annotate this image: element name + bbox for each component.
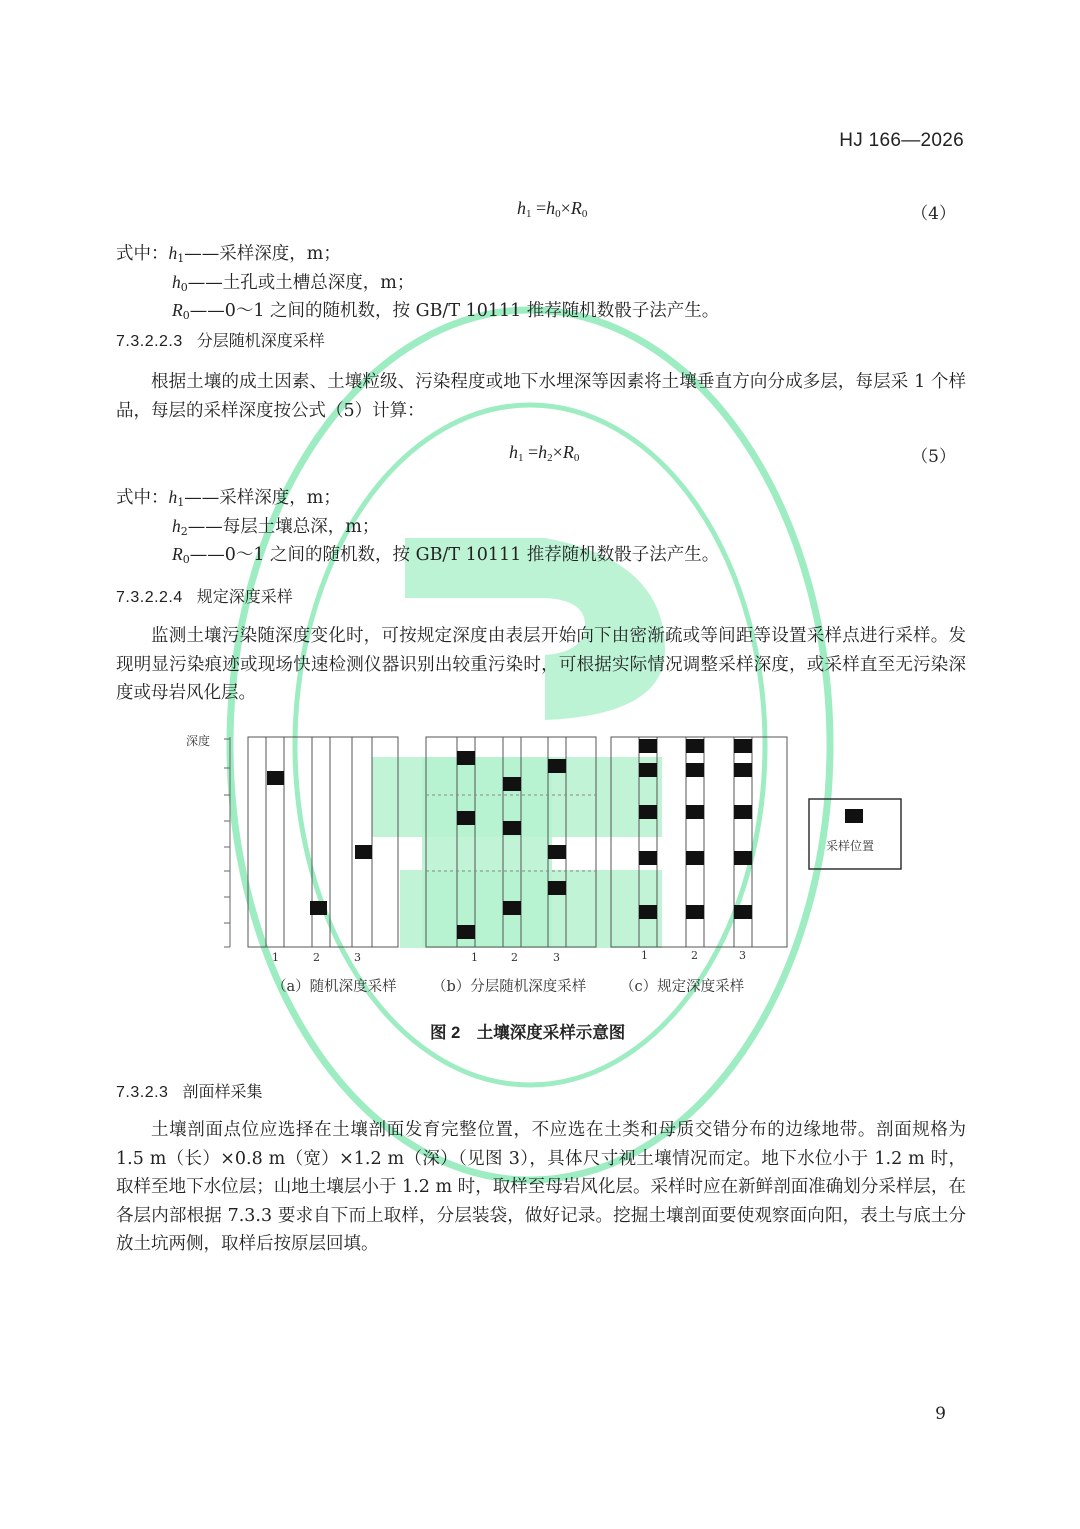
standard-number: HJ 166—2026 <box>839 130 964 151</box>
where-line: 式中：$h_1——$采样深度，m； <box>116 243 341 265</box>
column-label: 1 <box>471 951 478 964</box>
column-label: 2 <box>511 951 518 964</box>
equation-number-5: （5） <box>911 447 956 467</box>
subcaption-b: （b）分层随机深度采样 <box>432 979 587 995</box>
where-line: $R_0——0\sim 1$ 之间的随机数，按 GB/T 10111 推荐随机数骰子法产生。 <box>172 544 720 566</box>
paragraph: 土壤剖面点位应选择在土壤剖面发育完整位置，不应选在土类和母质交错分布的边缘地带。剖面规格为 1.5 m（长）×0.8 m（宽）×1.2 m（深）（见图 3），具体尺寸视土壤情况而定。地下水位小于 1.2 m 时，取样至地下水位层；山地土壤层小于 1.2 m 时，取样至母岩风化层。采样时应在新鲜剖面准确划分采样层，在各层内部根据 7.3.3 要求自下而上取样，分层装袋，做好记录。挖掘土壤剖面要使观察面向阳，表土与底土分放土坑两侧，取样后按原层回填。 <box>116 1120 966 1254</box>
section-heading: 7.3.2.3 剖面样采集 <box>116 1084 263 1101</box>
formula-4: $h_1 =h_0\times R_0$ <box>517 198 588 220</box>
where-line: $h_0——$土孔或土槽总深度，m； <box>172 272 415 294</box>
figure-2-diagram <box>0 725 1080 965</box>
where-line: 式中：$h_1——$采样深度，m； <box>116 487 341 509</box>
page-number: 9 <box>935 1404 946 1424</box>
column-label: 1 <box>272 951 279 964</box>
column-label: 1 <box>641 949 648 962</box>
column-label: 2 <box>313 951 320 964</box>
section-heading: 7.3.2.2.3 分层随机深度采样 <box>116 333 325 350</box>
column-label: 3 <box>739 949 746 962</box>
equation-number-4: （4） <box>911 204 956 224</box>
legend-label: 采样位置 <box>826 839 875 853</box>
paragraph: 根据土壤的成土因素、土壤粒级、污染程度或地下水埋深等因素将土壤垂直方向分成多层，每层采 1 个样品，每层的采样深度按公式（5）计算： <box>116 372 966 421</box>
column-label: 3 <box>354 951 361 964</box>
where-line: $R_0——0\sim 1$ 之间的随机数，按 GB/T 10111 推荐随机数骰子法产生。 <box>172 300 720 322</box>
figure-caption: 图 2 土壤深度采样示意图 <box>430 1024 626 1042</box>
where-line: $h_2——$每层土壤总深，m； <box>172 516 380 538</box>
legend-swatch <box>845 809 863 823</box>
subcaption-a: （a）随机深度采样 <box>272 979 397 995</box>
paragraph: 监测土壤污染随深度变化时，可按规定深度由表层开始向下由密渐疏或等间距等设置采样点进行采样。发现明显污染痕迹或现场快速检测仪器识别出较重污染时，可根据实际情况调整采样深度，或采样直至无污染深度或母岩风化层。 <box>116 626 966 703</box>
column-label: 2 <box>691 949 698 962</box>
y-axis-label: 深度 <box>186 734 211 748</box>
section-heading: 7.3.2.2.4 规定深度采样 <box>116 589 293 606</box>
formula-5: $h_1 =h_2\times R_0$ <box>509 442 580 464</box>
column-label: 3 <box>553 951 560 964</box>
subcaption-c: （c）规定深度采样 <box>620 979 745 995</box>
